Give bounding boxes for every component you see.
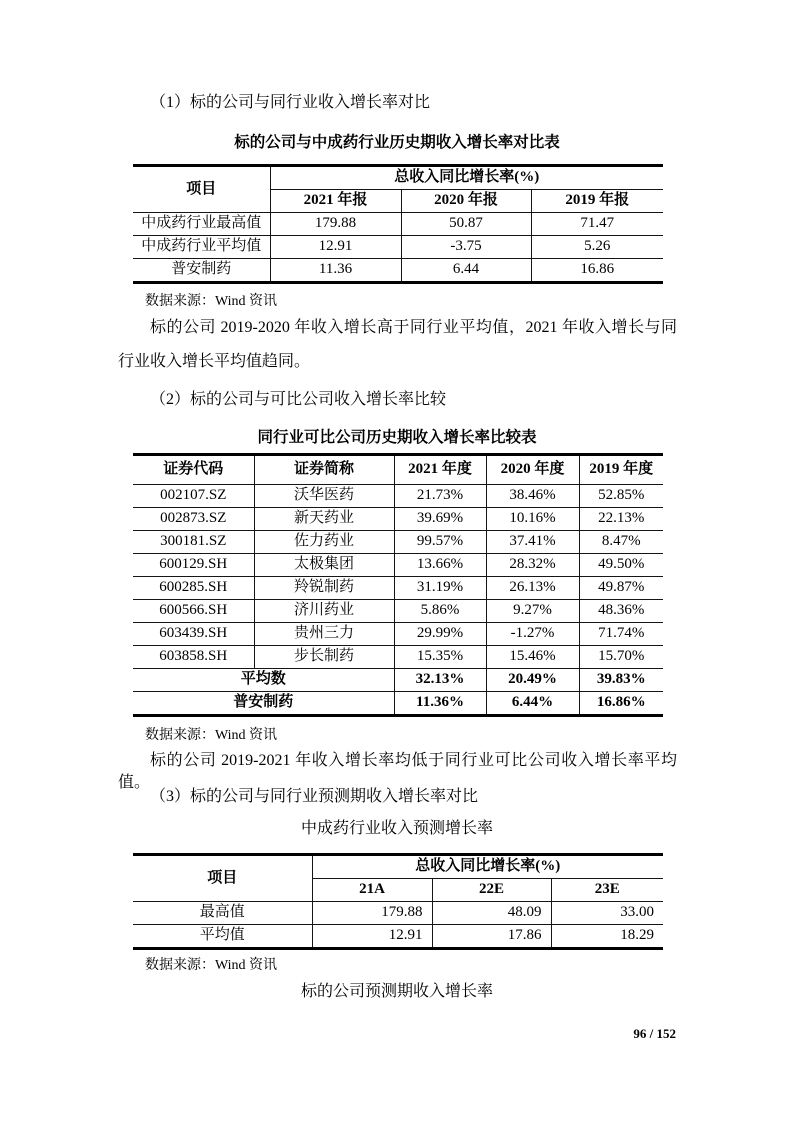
cell-code: 002107.SZ xyxy=(133,485,254,508)
cell-value: 28.32% xyxy=(486,554,579,577)
table-row xyxy=(133,600,663,623)
column-header-item: 项目 xyxy=(133,855,312,902)
cell-value: 71.47 xyxy=(531,213,663,236)
table-row xyxy=(133,485,663,508)
data-source: 数据来源：Wind 资讯 xyxy=(145,294,278,309)
column-header-item: 项目 xyxy=(133,166,270,213)
table-row xyxy=(133,577,663,600)
cell-value: 48.36% xyxy=(579,600,663,623)
cell-value: 5.86% xyxy=(394,600,486,623)
cell-value: 5.26 xyxy=(531,236,663,259)
table-row xyxy=(133,623,663,646)
cell-value: 10.16% xyxy=(486,508,579,531)
cell-code: 603858.SH xyxy=(133,646,254,669)
paragraph: 标的公司 2019-2020 年收入增长高于同行业平均值，2021 年收入增长与同行业收入增长平均值趋同。 xyxy=(118,319,677,370)
row-label: 普安制药 xyxy=(133,692,394,716)
cell-value: 11.36% xyxy=(394,692,486,716)
column-header-year: 23E xyxy=(551,879,663,902)
section-heading-2: （2）标的公司与可比公司收入增长率比较 xyxy=(150,391,447,408)
column-group-header: 总收入同比增长率(%) xyxy=(312,855,663,879)
table-title-comparable-companies: 同行业可比公司历史期收入增长率比较表 xyxy=(257,429,537,446)
cell-value: 6.44 xyxy=(401,259,531,283)
cell-value: 37.41% xyxy=(486,531,579,554)
data-source: 数据来源：Wind 资讯 xyxy=(145,958,278,973)
cell-name: 济川药业 xyxy=(254,600,394,623)
cell-value: 17.86 xyxy=(432,925,551,949)
column-header: 2021 年度 xyxy=(394,455,486,485)
cell-value: 20.49% xyxy=(486,669,579,692)
column-header: 2019 年度 xyxy=(579,455,663,485)
data-source: 数据来源：Wind 资讯 xyxy=(145,728,278,743)
cell-name: 新天药业 xyxy=(254,508,394,531)
page-number: 96 / 152 xyxy=(633,1026,676,1041)
cell-name: 佐力药业 xyxy=(254,531,394,554)
cell-value: 33.00 xyxy=(551,902,663,925)
cell-value: 15.35% xyxy=(394,646,486,669)
cell-name: 步长制药 xyxy=(254,646,394,669)
row-label: 最高值 xyxy=(133,902,312,925)
cell-value: 49.50% xyxy=(579,554,663,577)
cell-name: 太极集团 xyxy=(254,554,394,577)
cell-code: 600129.SH xyxy=(133,554,254,577)
cell-value: 32.13% xyxy=(394,669,486,692)
cell-value: 179.88 xyxy=(270,213,401,236)
cell-value: -3.75 xyxy=(401,236,531,259)
cell-value: 179.88 xyxy=(312,902,432,925)
table-comparable-companies xyxy=(133,453,663,717)
column-header-year: 2019 年报 xyxy=(531,190,663,213)
table-row xyxy=(133,259,663,283)
cell-value: 38.46% xyxy=(486,485,579,508)
table-industry-history xyxy=(133,164,663,284)
paragraph: 标的公司 2019-2021 年收入增长率均低于同行业可比公司收入增长率平均值。 xyxy=(118,752,677,791)
column-header-year: 2021 年报 xyxy=(270,190,401,213)
row-label: 中成药行业最高值 xyxy=(133,213,270,236)
cell-value: 52.85% xyxy=(579,485,663,508)
section-heading-3: （3）标的公司与同行业预测期收入增长率对比 xyxy=(150,788,479,805)
table-row xyxy=(133,531,663,554)
cell-value: 16.86 xyxy=(531,259,663,283)
column-header-year: 2020 年报 xyxy=(401,190,531,213)
table-row xyxy=(133,554,663,577)
cell-value: 48.09 xyxy=(432,902,551,925)
table-row xyxy=(133,646,663,669)
cell-code: 300181.SZ xyxy=(133,531,254,554)
cell-value: -1.27% xyxy=(486,623,579,646)
cell-value: 39.69% xyxy=(394,508,486,531)
cell-value: 6.44% xyxy=(486,692,579,716)
cell-value: 71.74% xyxy=(579,623,663,646)
cell-value: 12.91 xyxy=(270,236,401,259)
cell-value: 50.87 xyxy=(401,213,531,236)
cell-value: 18.29 xyxy=(551,925,663,949)
cell-value: 21.73% xyxy=(394,485,486,508)
cell-value: 39.83% xyxy=(579,669,663,692)
table-title-target-forecast: 标的公司预测期收入增长率 xyxy=(300,983,493,1000)
table-row xyxy=(133,213,663,236)
cell-name: 贵州三力 xyxy=(254,623,394,646)
cell-value: 9.27% xyxy=(486,600,579,623)
row-label: 平均数 xyxy=(133,669,394,692)
column-header-year: 22E xyxy=(432,879,551,902)
cell-name: 羚锐制药 xyxy=(254,577,394,600)
column-header-year: 21A xyxy=(312,879,432,902)
cell-value: 15.70% xyxy=(579,646,663,669)
cell-value: 12.91 xyxy=(312,925,432,949)
cell-value: 16.86% xyxy=(579,692,663,716)
section-heading-1: （1）标的公司与同行业收入增长率对比 xyxy=(150,94,431,111)
table-summary-row xyxy=(133,692,663,716)
cell-code: 600566.SH xyxy=(133,600,254,623)
table-summary-row xyxy=(133,669,663,692)
cell-value: 99.57% xyxy=(394,531,486,554)
column-header: 证券代码 xyxy=(133,455,254,485)
cell-value: 13.66% xyxy=(394,554,486,577)
table-row xyxy=(133,508,663,531)
cell-name: 沃华医药 xyxy=(254,485,394,508)
cell-value: 22.13% xyxy=(579,508,663,531)
cell-value: 15.46% xyxy=(486,646,579,669)
table-title-industry-history: 标的公司与中成药行业历史期收入增长率对比表 xyxy=(234,134,560,151)
row-label: 平均值 xyxy=(133,925,312,949)
column-header: 2020 年度 xyxy=(486,455,579,485)
cell-value: 8.47% xyxy=(579,531,663,554)
table-row xyxy=(133,925,663,949)
cell-code: 603439.SH xyxy=(133,623,254,646)
column-header: 证券简称 xyxy=(254,455,394,485)
cell-value: 31.19% xyxy=(394,577,486,600)
row-label: 中成药行业平均值 xyxy=(133,236,270,259)
table-row xyxy=(133,902,663,925)
row-label: 普安制药 xyxy=(133,259,270,283)
cell-value: 49.87% xyxy=(579,577,663,600)
column-group-header: 总收入同比增长率(%) xyxy=(270,166,663,190)
cell-value: 29.99% xyxy=(394,623,486,646)
cell-code: 600285.SH xyxy=(133,577,254,600)
table-industry-forecast xyxy=(133,853,663,950)
table-title-industry-forecast: 中成药行业收入预测增长率 xyxy=(300,820,493,837)
cell-value: 26.13% xyxy=(486,577,579,600)
cell-value: 11.36 xyxy=(270,259,401,283)
cell-code: 002873.SZ xyxy=(133,508,254,531)
table-row xyxy=(133,236,663,259)
